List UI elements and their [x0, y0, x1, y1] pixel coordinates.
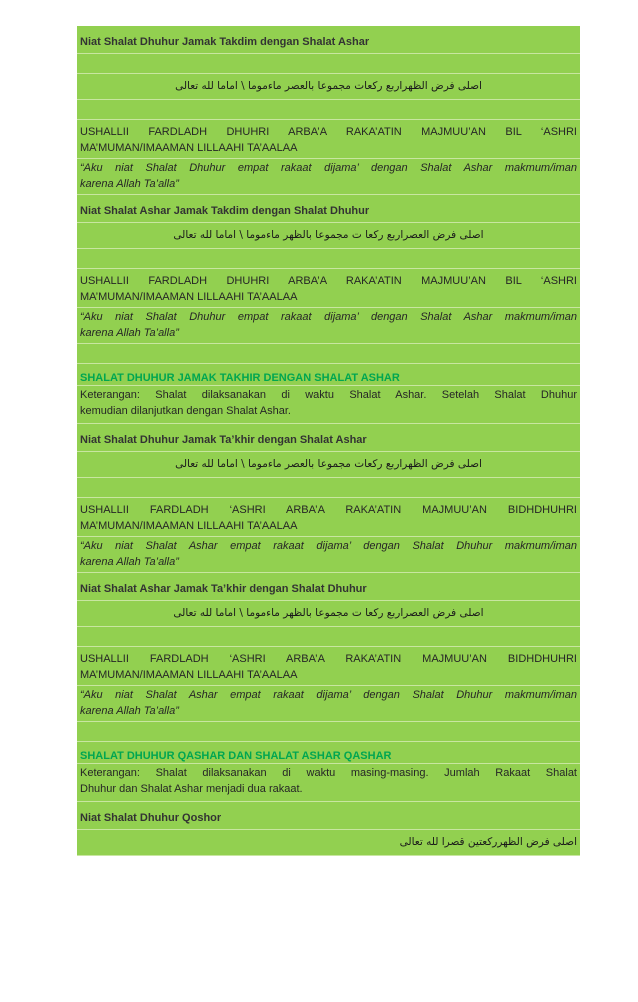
transliteration-line: MA’MUMAN/IMAAMAN LILLAAHI TA’AALAA: [80, 291, 298, 303]
translation-row: [77, 537, 580, 573]
arabic-niat-text: اصلى فرض الظهراربع ركعات مجموعا بالعصر ماءموما \ اماما لله تعالى: [175, 80, 482, 92]
document-page: [77, 26, 580, 856]
transliteration-line: USHALLII FARDLADH DHUHRI ARBA’A RAKA’ATIN MAJMUU’AN BIL ‘ASHRI: [80, 275, 577, 287]
transliteration-line: USHALLII FARDLADH ‘ASHRI ARBA’A RAKA’ATIN MAJMUU’AN BIDHDHUHRI: [80, 504, 577, 516]
empty-row: [77, 722, 580, 742]
translation-line: karena Allah Ta’alla”: [80, 327, 179, 339]
niat-heading: Niat Shalat Ashar Jamak Ta’khir dengan Shalat Dhuhur: [77, 573, 580, 601]
niat-heading: Niat Shalat Dhuhur Jamak Takdim dengan Shalat Ashar: [77, 26, 580, 54]
latin-transliteration-row: [77, 269, 580, 308]
empty-row: [77, 478, 580, 498]
transliteration-line: USHALLII FARDLADH ‘ASHRI ARBA’A RAKA’ATIN MAJMUU’AN BIDHDHUHRI: [80, 653, 577, 665]
keterangan-line: Keterangan: Shalat dilaksanakan di waktu masing-masing. Jumlah Rakaat Shalat: [80, 767, 577, 779]
arabic-text-row: [77, 830, 580, 856]
empty-row: [77, 54, 580, 74]
empty-row: [77, 100, 580, 120]
arabic-text-row: [77, 223, 580, 249]
arabic-text-row: [77, 74, 580, 100]
arabic-niat-text: اصلى فرض العصراربع ركعا ت مجموعا بالظهر ماءموما \ اماما لله تعالى: [173, 607, 484, 619]
arabic-text-row: [77, 452, 580, 478]
translation-line: karena Allah Ta’alla”: [80, 178, 179, 190]
arabic-niat-text: اصلى فرض الظهرركعتين قصرا لله تعالى: [399, 836, 577, 848]
empty-row: [77, 249, 580, 269]
translation-row: [77, 686, 580, 722]
transliteration-line: USHALLII FARDLADH DHUHRI ARBA’A RAKA’ATIN MAJMUU’AN BIL ‘ASHRI: [80, 126, 577, 138]
translation-line: “Aku niat Shalat Dhuhur empat rakaat dijama’ dengan Shalat Ashar makmum/iman: [80, 311, 577, 323]
section-heading: SHALAT DHUHUR JAMAK TAKHIR DENGAN SHALAT ASHAR: [77, 364, 580, 386]
latin-transliteration-row: [77, 120, 580, 159]
translation-line: “Aku niat Shalat Dhuhur empat rakaat dijama’ dengan Shalat Ashar makmum/iman: [80, 162, 577, 174]
empty-row: [77, 627, 580, 647]
arabic-niat-text: اصلى فرض العصراربع ركعا ت مجموعا بالظهر ماءموما \ اماما لله تعالى: [173, 229, 484, 241]
keterangan-line: Dhuhur dan Shalat Ashar menjadi dua rakaat.: [80, 783, 303, 795]
arabic-niat-text: اصلى فرض الظهراربع ركعات مجموعا بالعصر ماءموما \ اماما لله تعالى: [175, 458, 482, 470]
niat-heading: Niat Shalat Dhuhur Jamak Ta’khir dengan Shalat Ashar: [77, 424, 580, 452]
niat-heading: Niat Shalat Ashar Jamak Takdim dengan Shalat Dhuhur: [77, 195, 580, 223]
transliteration-line: MA’MUMAN/IMAAMAN LILLAAHI TA’AALAA: [80, 669, 298, 681]
keterangan-line: Keterangan: Shalat dilaksanakan di waktu Shalat Ashar. Setelah Shalat Dhuhur: [80, 389, 577, 401]
latin-transliteration-row: [77, 498, 580, 537]
arabic-text-row: [77, 601, 580, 627]
keterangan-line: kemudian dilanjutkan dengan Shalat Ashar.: [80, 405, 291, 417]
translation-row: [77, 308, 580, 344]
empty-row: [77, 344, 580, 364]
translation-line: karena Allah Ta’alla”: [80, 556, 179, 568]
latin-transliteration-row: [77, 647, 580, 686]
transliteration-line: MA’MUMAN/IMAAMAN LILLAAHI TA’AALAA: [80, 520, 298, 532]
translation-line: karena Allah Ta’alla”: [80, 705, 179, 717]
keterangan-row: [77, 386, 580, 424]
niat-heading: Niat Shalat Dhuhur Qoshor: [77, 802, 580, 830]
keterangan-row: [77, 764, 580, 802]
translation-line: “Aku niat Shalat Ashar empat rakaat dijama’ dengan Shalat Dhuhur makmum/iman: [80, 540, 577, 552]
translation-line: “Aku niat Shalat Ashar empat rakaat dijama’ dengan Shalat Dhuhur makmum/iman: [80, 689, 577, 701]
section-heading: SHALAT DHUHUR QASHAR DAN SHALAT ASHAR QASHAR: [77, 742, 580, 764]
transliteration-line: MA’MUMAN/IMAAMAN LILLAAHI TA’AALAA: [80, 142, 298, 154]
translation-row: [77, 159, 580, 195]
